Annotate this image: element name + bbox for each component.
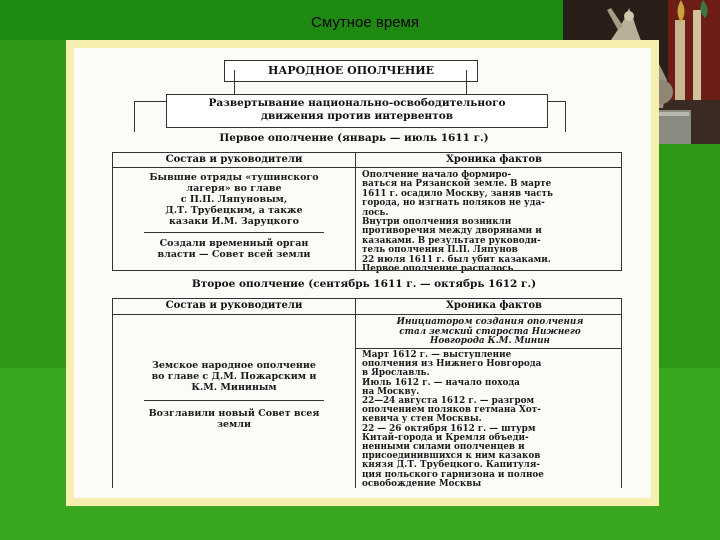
second-col-left-header: Состав и руководители xyxy=(165,300,303,311)
movement-line-2: движения против интервентов xyxy=(261,110,453,122)
second-chronicle-text: Март 1612 г. — выступление ополчения из Нижнего Новгорода в Ярославль. Июль 1612 г. — начало похода на Москву. 22—24 августа 1612 г. — разгром ополчением поляков гетмана Хот- кевича у стен Москвы. 22 — 26 октября 1612 г. — штурм Китай-города и Кремля объеди- ненными силами ополченцев и присоединившихся к ним казаков князя Д.Т. Трубецкого. Капитуля- ция польского гарнизона и полное освобождение Москвы xyxy=(362,350,544,489)
slide-title: Смутное время xyxy=(311,14,419,31)
first-result-text: Создали временный орган власти — Совет всей земли xyxy=(157,238,311,260)
second-result-text: Возглавили новый Совет всея земли xyxy=(148,408,320,430)
movement-box xyxy=(166,94,548,128)
second-militia-heading: Второе ополчение (сентябрь 1611 г. — октябрь 1612 г.) xyxy=(191,278,537,290)
first-col-left-header: Состав и руководители xyxy=(165,154,303,165)
main-title-box: НАРОДНОЕ ОПОЛЧЕНИЕ xyxy=(224,60,478,82)
second-col-right-header: Хроника фактов xyxy=(446,300,542,311)
first-composition-text: Бывшие отряды «тушинского лагеря» во главе с П.П. Ляпуновым, Д.Т. Трубецким, а также казаки И.М. Заруцкого xyxy=(149,172,319,227)
first-militia-heading: Первое ополчение (январь — июль 1611 г.) xyxy=(219,132,489,144)
second-composition-text: Земское народное ополчение во главе с Д.М. Пожарским и К.М. Мининым xyxy=(151,360,317,393)
scheme-document xyxy=(74,48,651,498)
document-frame xyxy=(66,40,659,506)
second-initiator-text: Инициатором создания ополчения стал земский староста Нижнего Новгорода К.М. Минин xyxy=(396,317,584,347)
movement-line-1: Развертывание национально-освободительного xyxy=(208,97,506,109)
first-col-right-header: Хроника фактов xyxy=(446,154,542,165)
first-chronicle-text: Ополчение начало формиро- ваться на Рязанской земле. В марте 1611 г. осадило Москву, заняв часть города, но изгнать поляков не уда- лось. Внутри ополчения возникли противоречия между дворянами и казаками. В результате руководи- тель ополчения П.П. Ляпунов 22 июля 1611 г. был убит казаками. xyxy=(362,170,554,265)
